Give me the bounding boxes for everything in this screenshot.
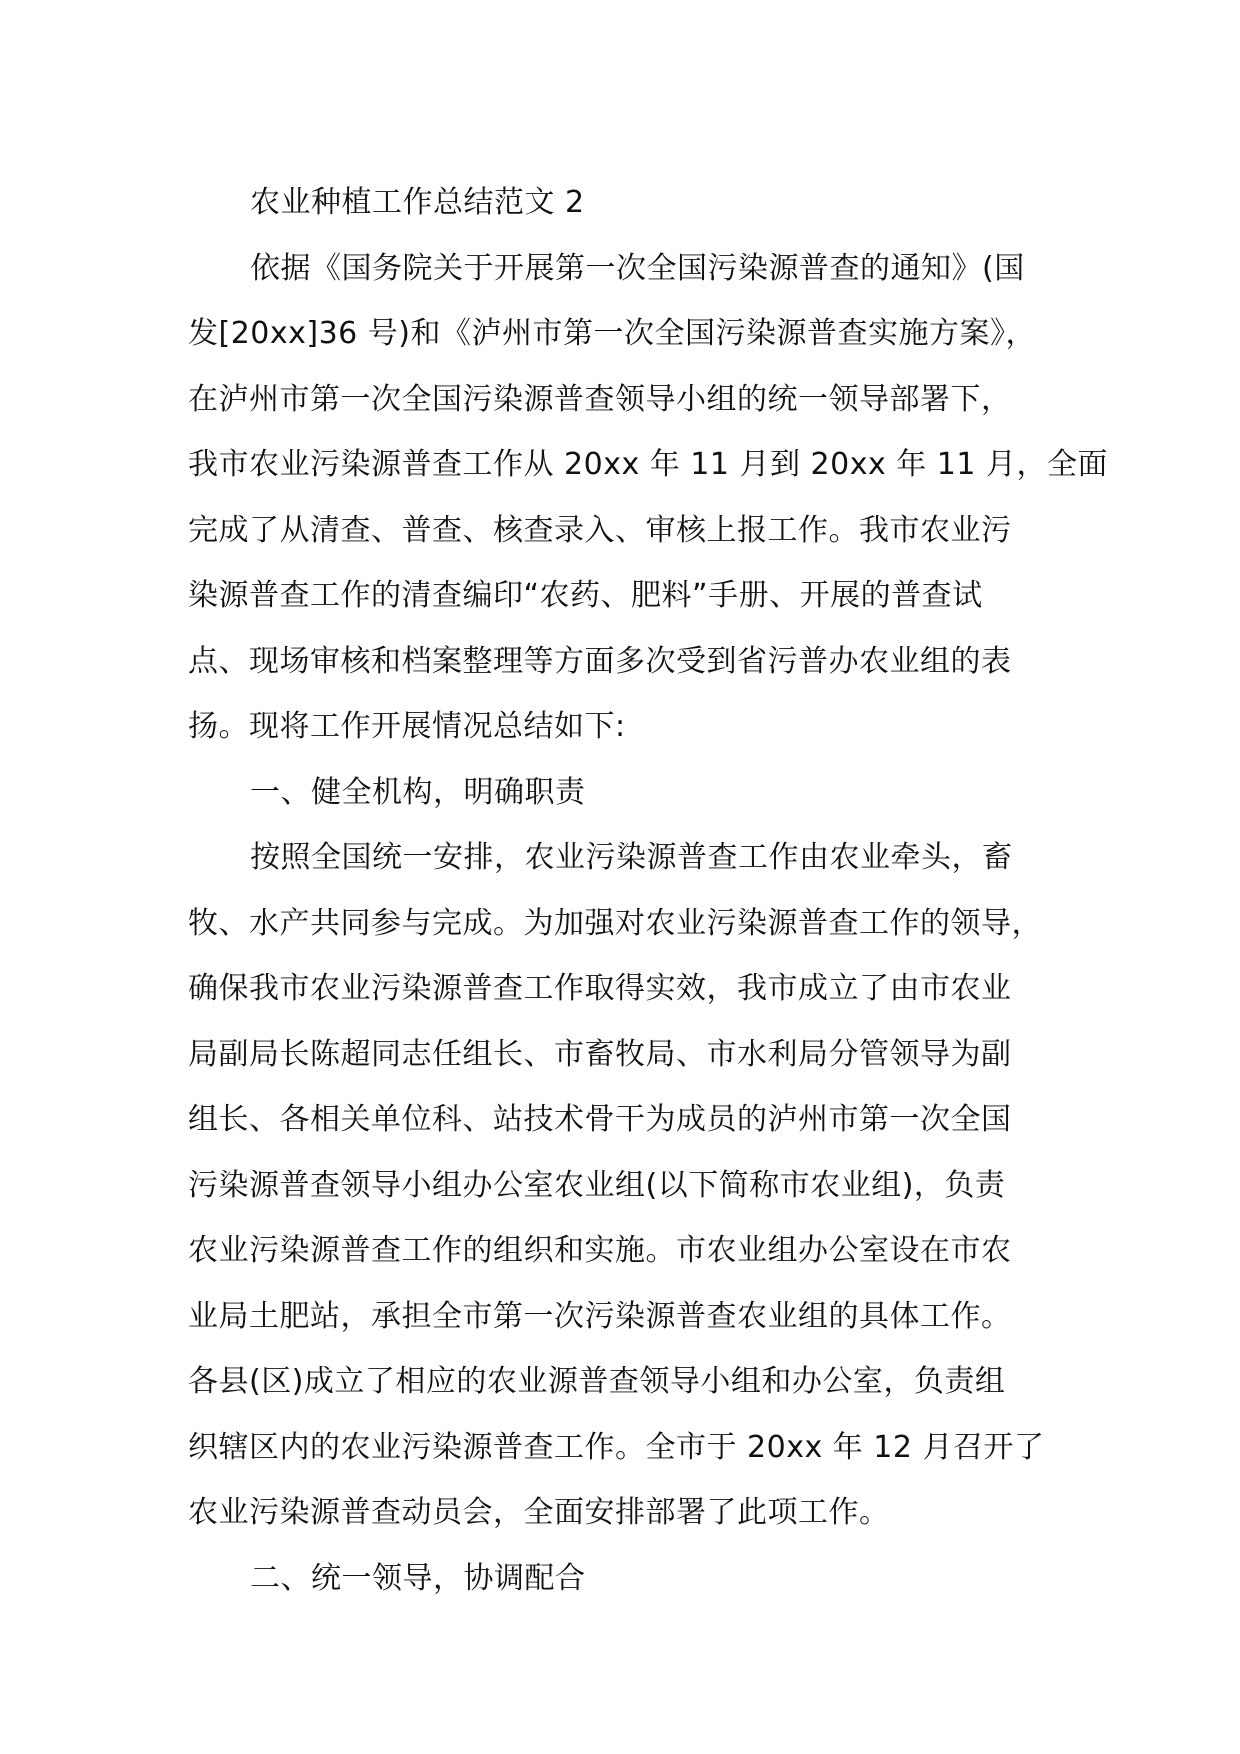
text-line: 农业污染源普查工作的组织和实施。市农业组办公室设在市农 bbox=[188, 1233, 1012, 1268]
text-line: 染源普查工作的清查编印“农药、肥料”手册、开展的普查试 bbox=[188, 578, 983, 613]
text-line: 按照全国统一安排，农业污染源普查工作由农业牵头，畜 bbox=[250, 840, 1013, 875]
text-line: 依据《国务院关于开展第一次全国污染源普查的通知》(国 bbox=[250, 250, 1025, 286]
text-line: 牧、水产共同参与完成。为加强对农业污染源普查工作的领导， bbox=[188, 905, 1042, 941]
text-line: 局副局长陈超同志任组长、市畜牧局、市水利局分管领导为副 bbox=[188, 1036, 1012, 1072]
section-heading: 二、统一领导，协调配合 bbox=[250, 1560, 586, 1596]
section-heading: 一、健全机构，明确职责 bbox=[250, 774, 586, 810]
text-line: 各县(区)成立了相应的农业源普查领导小组和办公室，负责组 bbox=[188, 1364, 1006, 1399]
text-line: 扬。现将工作开展情况总结如下: bbox=[188, 709, 626, 744]
text-line: 确保我市农业污染源普查工作取得实效，我市成立了由市农业 bbox=[188, 971, 1012, 1006]
text-line: 发[20xx]36 号)和《泸州市第一次全国污染源普查实施方案》， bbox=[188, 316, 1037, 351]
text-line: 在泸州市第一次全国污染源普查领导小组的统一领导部署下， bbox=[188, 381, 1012, 417]
text-line: 点、现场审核和档案整理等方面多次受到省污普办农业组的表 bbox=[188, 643, 1012, 679]
text-line: 业局土肥站，承担全市第一次污染源普查农业组的具体工作。 bbox=[188, 1298, 1012, 1334]
text-line: 污染源普查领导小组办公室农业组(以下简称市农业组)，负责 bbox=[188, 1167, 1006, 1203]
text-line: 完成了从清查、普查、核查录入、审核上报工作。我市农业污 bbox=[188, 512, 1012, 548]
text-line: 组长、各相关单位科、站技术骨干为成员的泸州市第一次全国 bbox=[188, 1102, 1012, 1137]
text-line: 农业污染源普查动员会，全面安排部署了此项工作。 bbox=[188, 1495, 890, 1530]
document-title: 农业种植工作总结范文 2 bbox=[250, 185, 585, 220]
document-body bbox=[188, 170, 1108, 1611]
text-line: 我市农业污染源普查工作从 20xx 年 11 月到 20xx 年 11 月，全面 bbox=[188, 447, 1108, 482]
text-line: 织辖区内的农业污染源普查工作。全市于 20xx 年 12 月召开了 bbox=[188, 1429, 1045, 1465]
